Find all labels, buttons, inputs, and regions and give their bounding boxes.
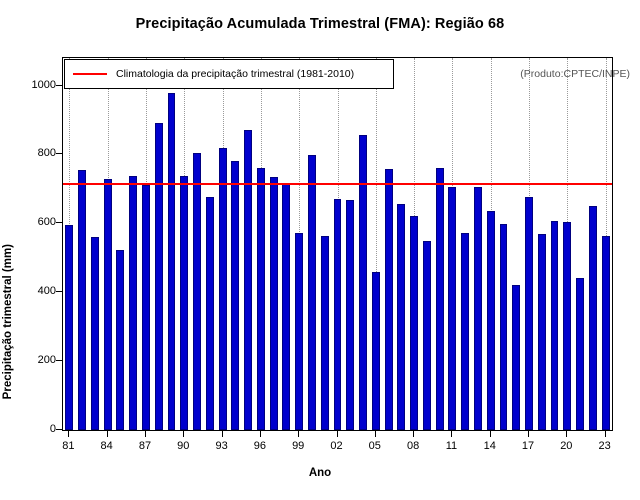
- chart-title: Precipitação Acumulada Trimestral (FMA): Região 68: [135, 16, 505, 32]
- x-tick-mark: [566, 431, 567, 437]
- y-axis-label: Precipitação trimestral (mm): [2, 244, 14, 400]
- x-tick-mark: [528, 431, 529, 437]
- y-tick-label: 400: [37, 285, 56, 298]
- y-tick-label: 200: [37, 354, 56, 367]
- y-tick-mark: [56, 85, 62, 86]
- x-tick-label: 14: [483, 440, 496, 452]
- x-tick-label: 84: [100, 440, 113, 452]
- x-tick-label: 05: [368, 440, 381, 452]
- x-tick-label: 11: [445, 440, 458, 452]
- x-tick-label: 93: [215, 440, 228, 452]
- legend: [64, 59, 394, 89]
- x-tick-mark: [298, 431, 299, 437]
- x-tick-label: 17: [521, 440, 535, 452]
- x-tick-mark: [222, 431, 223, 437]
- y-tick-mark: [56, 222, 62, 223]
- x-tick-label: 08: [406, 440, 420, 452]
- legend-line-swatch: [73, 73, 107, 75]
- x-tick-mark: [605, 431, 606, 437]
- climatology-line: [63, 183, 612, 185]
- x-tick-mark: [337, 431, 338, 437]
- y-tick-label: 0: [49, 423, 56, 435]
- y-tick-mark: [56, 291, 62, 292]
- x-tick-label: 81: [62, 440, 75, 452]
- x-tick-label: 23: [598, 440, 611, 452]
- climatology-layer: [63, 58, 612, 430]
- x-tick-label: 99: [292, 440, 305, 452]
- x-tick-mark: [145, 431, 146, 437]
- x-tick-mark: [413, 431, 414, 437]
- y-tick-mark: [56, 153, 62, 154]
- produto-annotation: (Produto:CPTEC/INPE): [520, 68, 630, 80]
- x-tick-label: 96: [253, 440, 267, 452]
- x-tick-mark: [375, 431, 376, 437]
- x-tick-mark: [183, 431, 184, 437]
- x-tick-mark: [490, 431, 491, 437]
- x-tick-label: 20: [560, 440, 573, 452]
- x-axis-label: Ano: [308, 467, 332, 479]
- x-tick-label: 02: [330, 440, 343, 452]
- x-tick-mark: [107, 431, 108, 437]
- x-tick-mark: [451, 431, 452, 437]
- y-tick-mark: [56, 360, 62, 361]
- y-axis-ticks: [6, 0, 56, 500]
- plot-area: [62, 57, 613, 431]
- x-tick-label: 87: [138, 440, 152, 452]
- y-tick-mark: [56, 429, 62, 430]
- y-tick-label: 600: [37, 216, 56, 229]
- y-tick-label: 1000: [31, 78, 56, 91]
- legend-label: Climatologia da precipitação trimestral (1981-2010): [116, 68, 355, 80]
- x-tick-mark: [68, 431, 69, 437]
- x-tick-mark: [260, 431, 261, 437]
- x-tick-label: 90: [177, 440, 190, 452]
- y-tick-label: 800: [37, 147, 56, 160]
